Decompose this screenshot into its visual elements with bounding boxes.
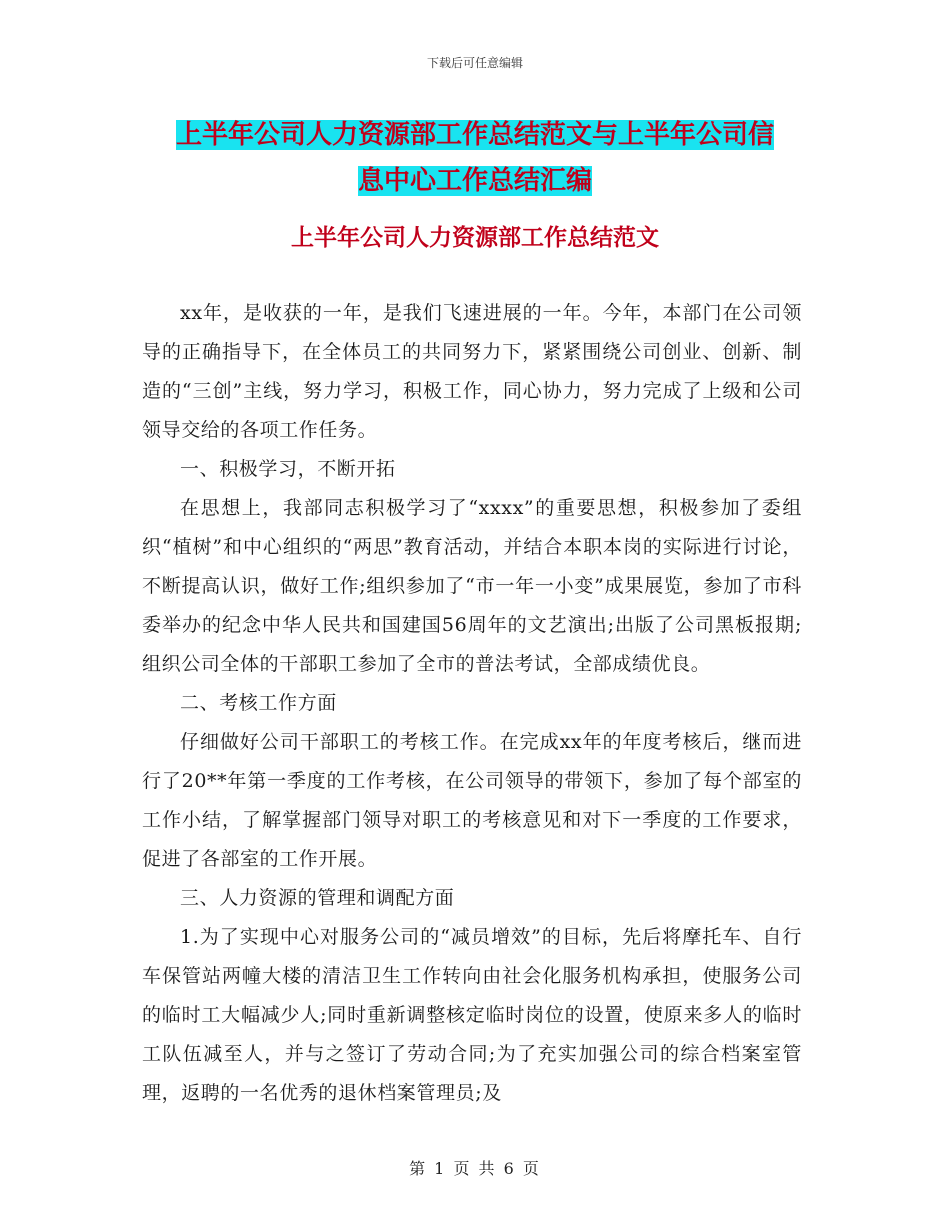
paragraph: 1.为了实现中心对服务公司的“减员增效”的目标，先后将摩托车、自行车保管站两幢大楼的清洁卫生工作转向由社会化服务机构承担，使服务公司的临时工大幅减少人;同时重新调整核定临时岗位的设置，使原来多人的临时工队伍减至人，并与之签订了劳动合同;为了充实加强公司的综合档案室管理，返聘的一名优秀的退休档案管理员;及 <box>142 926 802 1104</box>
page-number: 第 1 页 共 6 页 <box>409 1159 541 1178</box>
document-body <box>142 294 802 1113</box>
section-heading: 一、积极学习，不断开拓 <box>180 458 396 480</box>
paragraph: 仔细做好公司干部职工的考核工作。在完成xx年的年度考核后，继而进行了20**年第一季度的工作考核，在公司领导的带领下，参加了每个部室的工作小结，了解掌握部门领导对职工的考核意见和对下一季度的工作要求，促进了各部室的工作开展。 <box>142 731 802 870</box>
document-title-line-1: 上半年公司人力资源部工作总结范文与上半年公司信 <box>175 120 774 150</box>
section-heading: 二、考核工作方面 <box>180 692 337 714</box>
document-title-line-2: 息中心工作总结汇编 <box>357 166 592 196</box>
paragraph: 在思想上，我部同志积极学习了“xxxx”的重要思想，积极参加了委组织“植树”和中心组织的“两思”教育活动，并结合本职本岗的实际进行讨论，不断提高认识，做好工作;组织参加了“市一年一小变”成果展览，参加了市科委举办的纪念中华人民共和国建国56周年的文艺演出;出版了公司黑板报期;组织公司全体的干部职工参加了全市的普法考试，全部成绩优良。 <box>142 497 802 675</box>
section-heading: 三、人力资源的管理和调配方面 <box>180 887 455 909</box>
paragraph: xx年，是收获的一年，是我们飞速进展的一年。今年，本部门在公司领导的正确指导下，在全体员工的共同努力下，紧紧围绕公司创业、创新、制造的“三创”主线，努力学习，积极工作，同心协力，努力完成了上级和公司领导交给的各项工作任务。 <box>142 302 802 441</box>
header-note: 下载后可任意编辑 <box>426 56 523 70</box>
section-title: 上半年公司人力资源部工作总结范文 <box>291 225 659 251</box>
document-title <box>140 112 810 204</box>
